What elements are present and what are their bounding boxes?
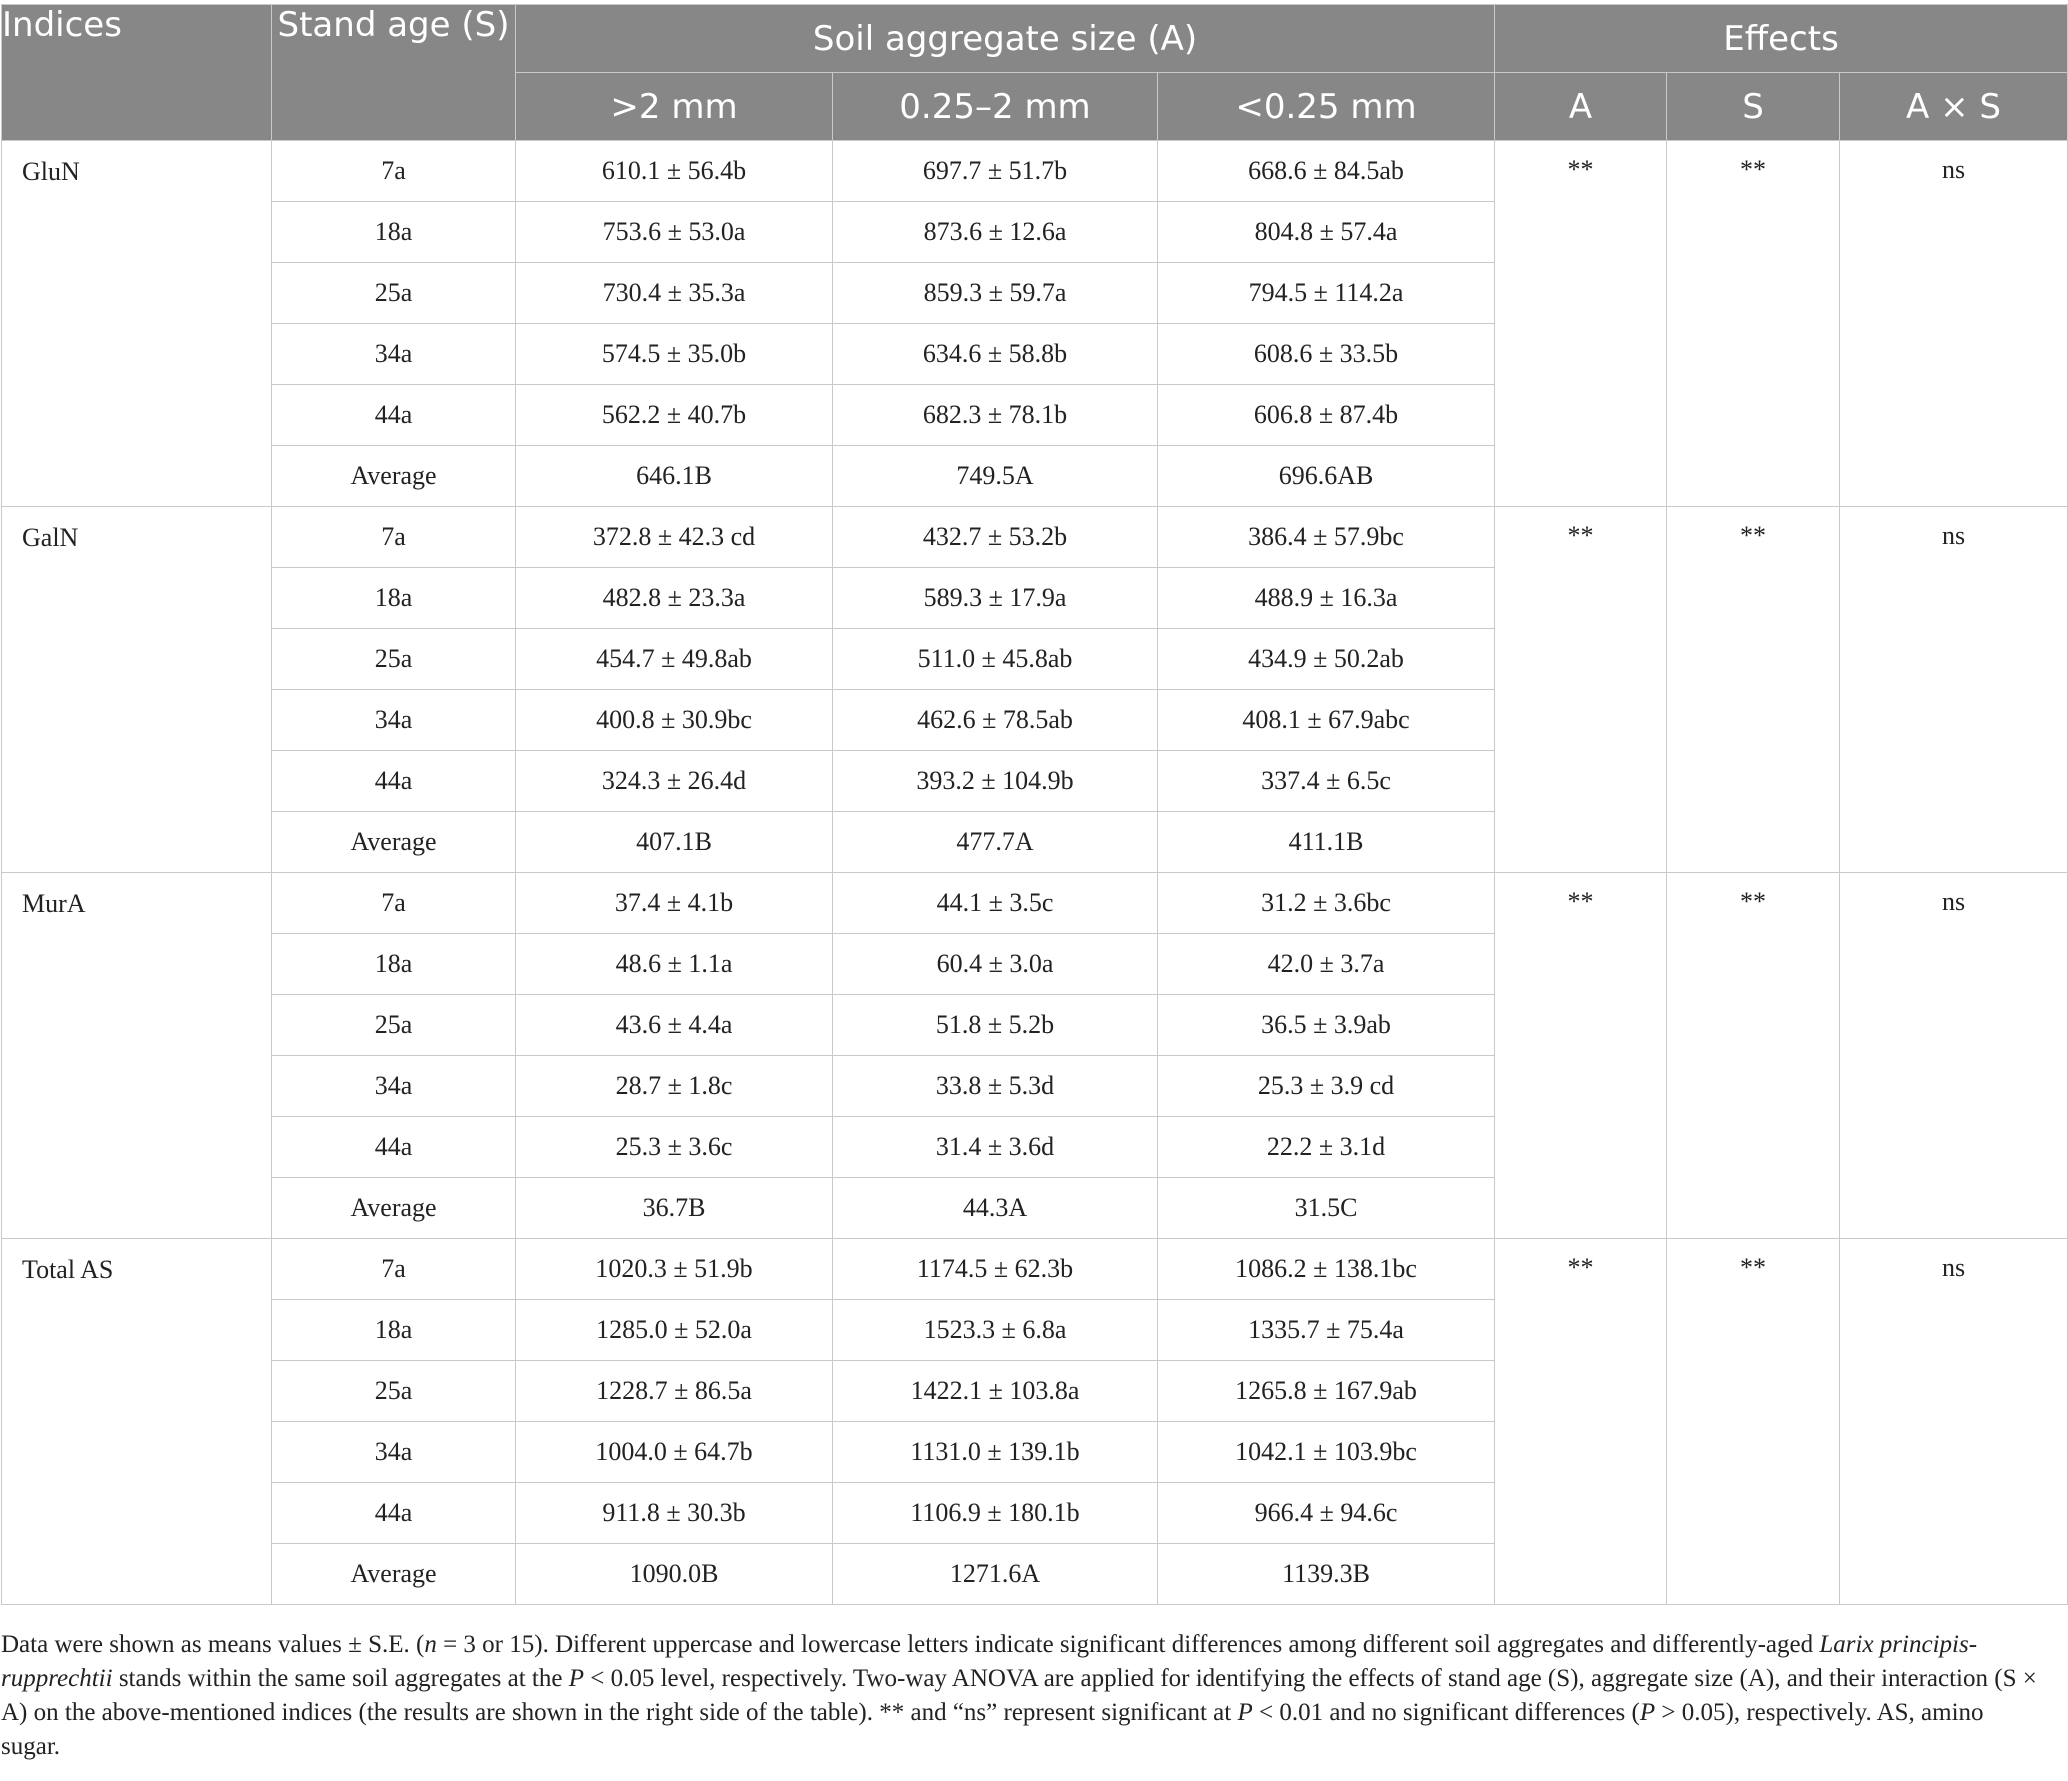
stand-age-cell: 44a xyxy=(272,385,516,446)
value-cell: 482.8 ± 23.3a xyxy=(516,568,833,629)
value-cell: 1523.3 ± 6.8a xyxy=(833,1300,1158,1361)
value-cell: 477.7A xyxy=(833,812,1158,873)
effect-a-cell: ** xyxy=(1495,507,1667,873)
value-cell: 668.6 ± 84.5ab xyxy=(1158,141,1495,202)
index-cell: GalN xyxy=(2,507,272,873)
footnote-italic: n xyxy=(424,1631,437,1658)
value-cell: 646.1B xyxy=(516,446,833,507)
stand-age-cell: Average xyxy=(272,1544,516,1605)
effect-axs-cell: ns xyxy=(1840,141,2068,507)
value-cell: 1139.3B xyxy=(1158,1544,1495,1605)
value-cell: 454.7 ± 49.8ab xyxy=(516,629,833,690)
stand-age-cell: 25a xyxy=(272,995,516,1056)
effect-axs-cell: ns xyxy=(1840,507,2068,873)
value-cell: 22.2 ± 3.1d xyxy=(1158,1117,1495,1178)
value-cell: 1271.6A xyxy=(833,1544,1158,1605)
stand-age-cell: 18a xyxy=(272,202,516,263)
value-cell: 610.1 ± 56.4b xyxy=(516,141,833,202)
value-cell: 634.6 ± 58.8b xyxy=(833,324,1158,385)
value-cell: 589.3 ± 17.9a xyxy=(833,568,1158,629)
value-cell: 682.3 ± 78.1b xyxy=(833,385,1158,446)
effect-a-cell: ** xyxy=(1495,141,1667,507)
value-cell: 488.9 ± 16.3a xyxy=(1158,568,1495,629)
value-cell: 462.6 ± 78.5ab xyxy=(833,690,1158,751)
stand-age-cell: 44a xyxy=(272,751,516,812)
value-cell: 574.5 ± 35.0b xyxy=(516,324,833,385)
value-cell: 1131.0 ± 139.1b xyxy=(833,1422,1158,1483)
value-cell: 1042.1 ± 103.9bc xyxy=(1158,1422,1495,1483)
header-effect-s: S xyxy=(1667,73,1840,141)
value-cell: 400.8 ± 30.9bc xyxy=(516,690,833,751)
value-cell: 36.5 ± 3.9ab xyxy=(1158,995,1495,1056)
stand-age-cell: 25a xyxy=(272,629,516,690)
value-cell: 1004.0 ± 64.7b xyxy=(516,1422,833,1483)
value-cell: 606.8 ± 87.4b xyxy=(1158,385,1495,446)
stand-age-cell: Average xyxy=(272,446,516,507)
stand-age-cell: 7a xyxy=(272,1239,516,1300)
footnote-species: Larix principis-rupprechtii xyxy=(1,1631,1978,1692)
stand-age-cell: 34a xyxy=(272,324,516,385)
value-cell: 25.3 ± 3.9 cd xyxy=(1158,1056,1495,1117)
index-cell: GluN xyxy=(2,141,272,507)
value-cell: 25.3 ± 3.6c xyxy=(516,1117,833,1178)
value-cell: 608.6 ± 33.5b xyxy=(1158,324,1495,385)
header-aggregate-size: Soil aggregate size (A) xyxy=(516,5,1495,73)
header-effect-a: A xyxy=(1495,73,1667,141)
value-cell: 1265.8 ± 167.9ab xyxy=(1158,1361,1495,1422)
footnote-text: < 0.01 and no significant differences ( xyxy=(1252,1699,1640,1726)
value-cell: 804.8 ± 57.4a xyxy=(1158,202,1495,263)
value-cell: 42.0 ± 3.7a xyxy=(1158,934,1495,995)
value-cell: 697.7 ± 51.7b xyxy=(833,141,1158,202)
value-cell: 1106.9 ± 180.1b xyxy=(833,1483,1158,1544)
value-cell: 31.5C xyxy=(1158,1178,1495,1239)
footnote-italic: P xyxy=(568,1665,584,1692)
data-table xyxy=(1,4,2068,1605)
value-cell: 37.4 ± 4.1b xyxy=(516,873,833,934)
stand-age-cell: 44a xyxy=(272,1483,516,1544)
value-cell: 434.9 ± 50.2ab xyxy=(1158,629,1495,690)
value-cell: 696.6AB xyxy=(1158,446,1495,507)
header-stand-age: Stand age (S) xyxy=(272,5,516,141)
table-row xyxy=(2,1239,2068,1300)
value-cell: 31.4 ± 3.6d xyxy=(833,1117,1158,1178)
stand-age-cell: Average xyxy=(272,1178,516,1239)
index-cell: MurA xyxy=(2,873,272,1239)
effect-s-cell: ** xyxy=(1667,873,1840,1239)
footnote-text: = 3 or 15). Different uppercase and lowercase letters indicate significant differences among different soil aggregates and differently-aged xyxy=(436,1631,1820,1658)
value-cell: 48.6 ± 1.1a xyxy=(516,934,833,995)
value-cell: 911.8 ± 30.3b xyxy=(516,1483,833,1544)
table-row xyxy=(2,141,2068,202)
index-cell: Total AS xyxy=(2,1239,272,1605)
value-cell: 393.2 ± 104.9b xyxy=(833,751,1158,812)
header-effect-axs: A × S xyxy=(1840,73,2068,141)
stand-age-cell: 18a xyxy=(272,568,516,629)
value-cell: 33.8 ± 5.3d xyxy=(833,1056,1158,1117)
stand-age-cell: 7a xyxy=(272,141,516,202)
value-cell: 859.3 ± 59.7a xyxy=(833,263,1158,324)
stand-age-cell: 34a xyxy=(272,1422,516,1483)
header-effects: Effects xyxy=(1495,5,2068,73)
value-cell: 407.1B xyxy=(516,812,833,873)
value-cell: 31.2 ± 3.6bc xyxy=(1158,873,1495,934)
effect-s-cell: ** xyxy=(1667,507,1840,873)
stand-age-cell: 44a xyxy=(272,1117,516,1178)
table-footnote xyxy=(1,1628,2041,1764)
value-cell: 753.6 ± 53.0a xyxy=(516,202,833,263)
table-body xyxy=(2,141,2068,1605)
stand-age-cell: 7a xyxy=(272,873,516,934)
stand-age-cell: 34a xyxy=(272,1056,516,1117)
value-cell: 411.1B xyxy=(1158,812,1495,873)
value-cell: 1020.3 ± 51.9b xyxy=(516,1239,833,1300)
value-cell: 1285.0 ± 52.0a xyxy=(516,1300,833,1361)
value-cell: 1335.7 ± 75.4a xyxy=(1158,1300,1495,1361)
value-cell: 28.7 ± 1.8c xyxy=(516,1056,833,1117)
value-cell: 1422.1 ± 103.8a xyxy=(833,1361,1158,1422)
value-cell: 324.3 ± 26.4d xyxy=(516,751,833,812)
header-size-mid: 0.25–2 mm xyxy=(833,73,1158,141)
value-cell: 749.5A xyxy=(833,446,1158,507)
stand-age-cell: Average xyxy=(272,812,516,873)
value-cell: 562.2 ± 40.7b xyxy=(516,385,833,446)
value-cell: 408.1 ± 67.9abc xyxy=(1158,690,1495,751)
value-cell: 794.5 ± 114.2a xyxy=(1158,263,1495,324)
table-row xyxy=(2,873,2068,934)
footnote-text: > 0.05), respectively. AS, amino sugar. xyxy=(1,1699,1984,1760)
value-cell: 43.6 ± 4.4a xyxy=(516,995,833,1056)
value-cell: 730.4 ± 35.3a xyxy=(516,263,833,324)
value-cell: 966.4 ± 94.6c xyxy=(1158,1483,1495,1544)
value-cell: 386.4 ± 57.9bc xyxy=(1158,507,1495,568)
value-cell: 432.7 ± 53.2b xyxy=(833,507,1158,568)
value-cell: 51.8 ± 5.2b xyxy=(833,995,1158,1056)
value-cell: 36.7B xyxy=(516,1178,833,1239)
value-cell: 1174.5 ± 62.3b xyxy=(833,1239,1158,1300)
value-cell: 44.3A xyxy=(833,1178,1158,1239)
effect-s-cell: ** xyxy=(1667,141,1840,507)
value-cell: 60.4 ± 3.0a xyxy=(833,934,1158,995)
value-cell: 44.1 ± 3.5c xyxy=(833,873,1158,934)
stand-age-cell: 34a xyxy=(272,690,516,751)
footnote-italic: P xyxy=(1639,1699,1656,1726)
value-cell: 337.4 ± 6.5c xyxy=(1158,751,1495,812)
footnote-text: < 0.05 level, respectively. Two-way ANOVA are applied for identifying the effects of stand age (S), aggregate size (A), and their interaction (S × A) on the above-mentioned indices (the results are shown in the right side of the table). ** and “ns” represent significant at xyxy=(1,1665,2037,1726)
effect-a-cell: ** xyxy=(1495,1239,1667,1605)
stand-age-cell: 25a xyxy=(272,263,516,324)
stand-age-cell: 25a xyxy=(272,1361,516,1422)
stand-age-cell: 18a xyxy=(272,1300,516,1361)
footnote-text: Data were shown as means values ± S.E. ( xyxy=(1,1631,425,1658)
header-indices: Indices xyxy=(2,5,272,141)
effect-s-cell: ** xyxy=(1667,1239,1840,1605)
effect-axs-cell: ns xyxy=(1840,873,2068,1239)
header-size-gt2: >2 mm xyxy=(516,73,833,141)
value-cell: 873.6 ± 12.6a xyxy=(833,202,1158,263)
table-row xyxy=(2,507,2068,568)
value-cell: 372.8 ± 42.3 cd xyxy=(516,507,833,568)
stand-age-cell: 7a xyxy=(272,507,516,568)
value-cell: 1090.0B xyxy=(516,1544,833,1605)
value-cell: 1228.7 ± 86.5a xyxy=(516,1361,833,1422)
value-cell: 1086.2 ± 138.1bc xyxy=(1158,1239,1495,1300)
footnote-italic: P xyxy=(1237,1699,1253,1726)
effect-axs-cell: ns xyxy=(1840,1239,2068,1605)
footnote-text: stands within the same soil aggregates at the xyxy=(112,1665,569,1692)
effect-a-cell: ** xyxy=(1495,873,1667,1239)
value-cell: 511.0 ± 45.8ab xyxy=(833,629,1158,690)
header-size-lt025: <0.25 mm xyxy=(1158,73,1495,141)
stand-age-cell: 18a xyxy=(272,934,516,995)
